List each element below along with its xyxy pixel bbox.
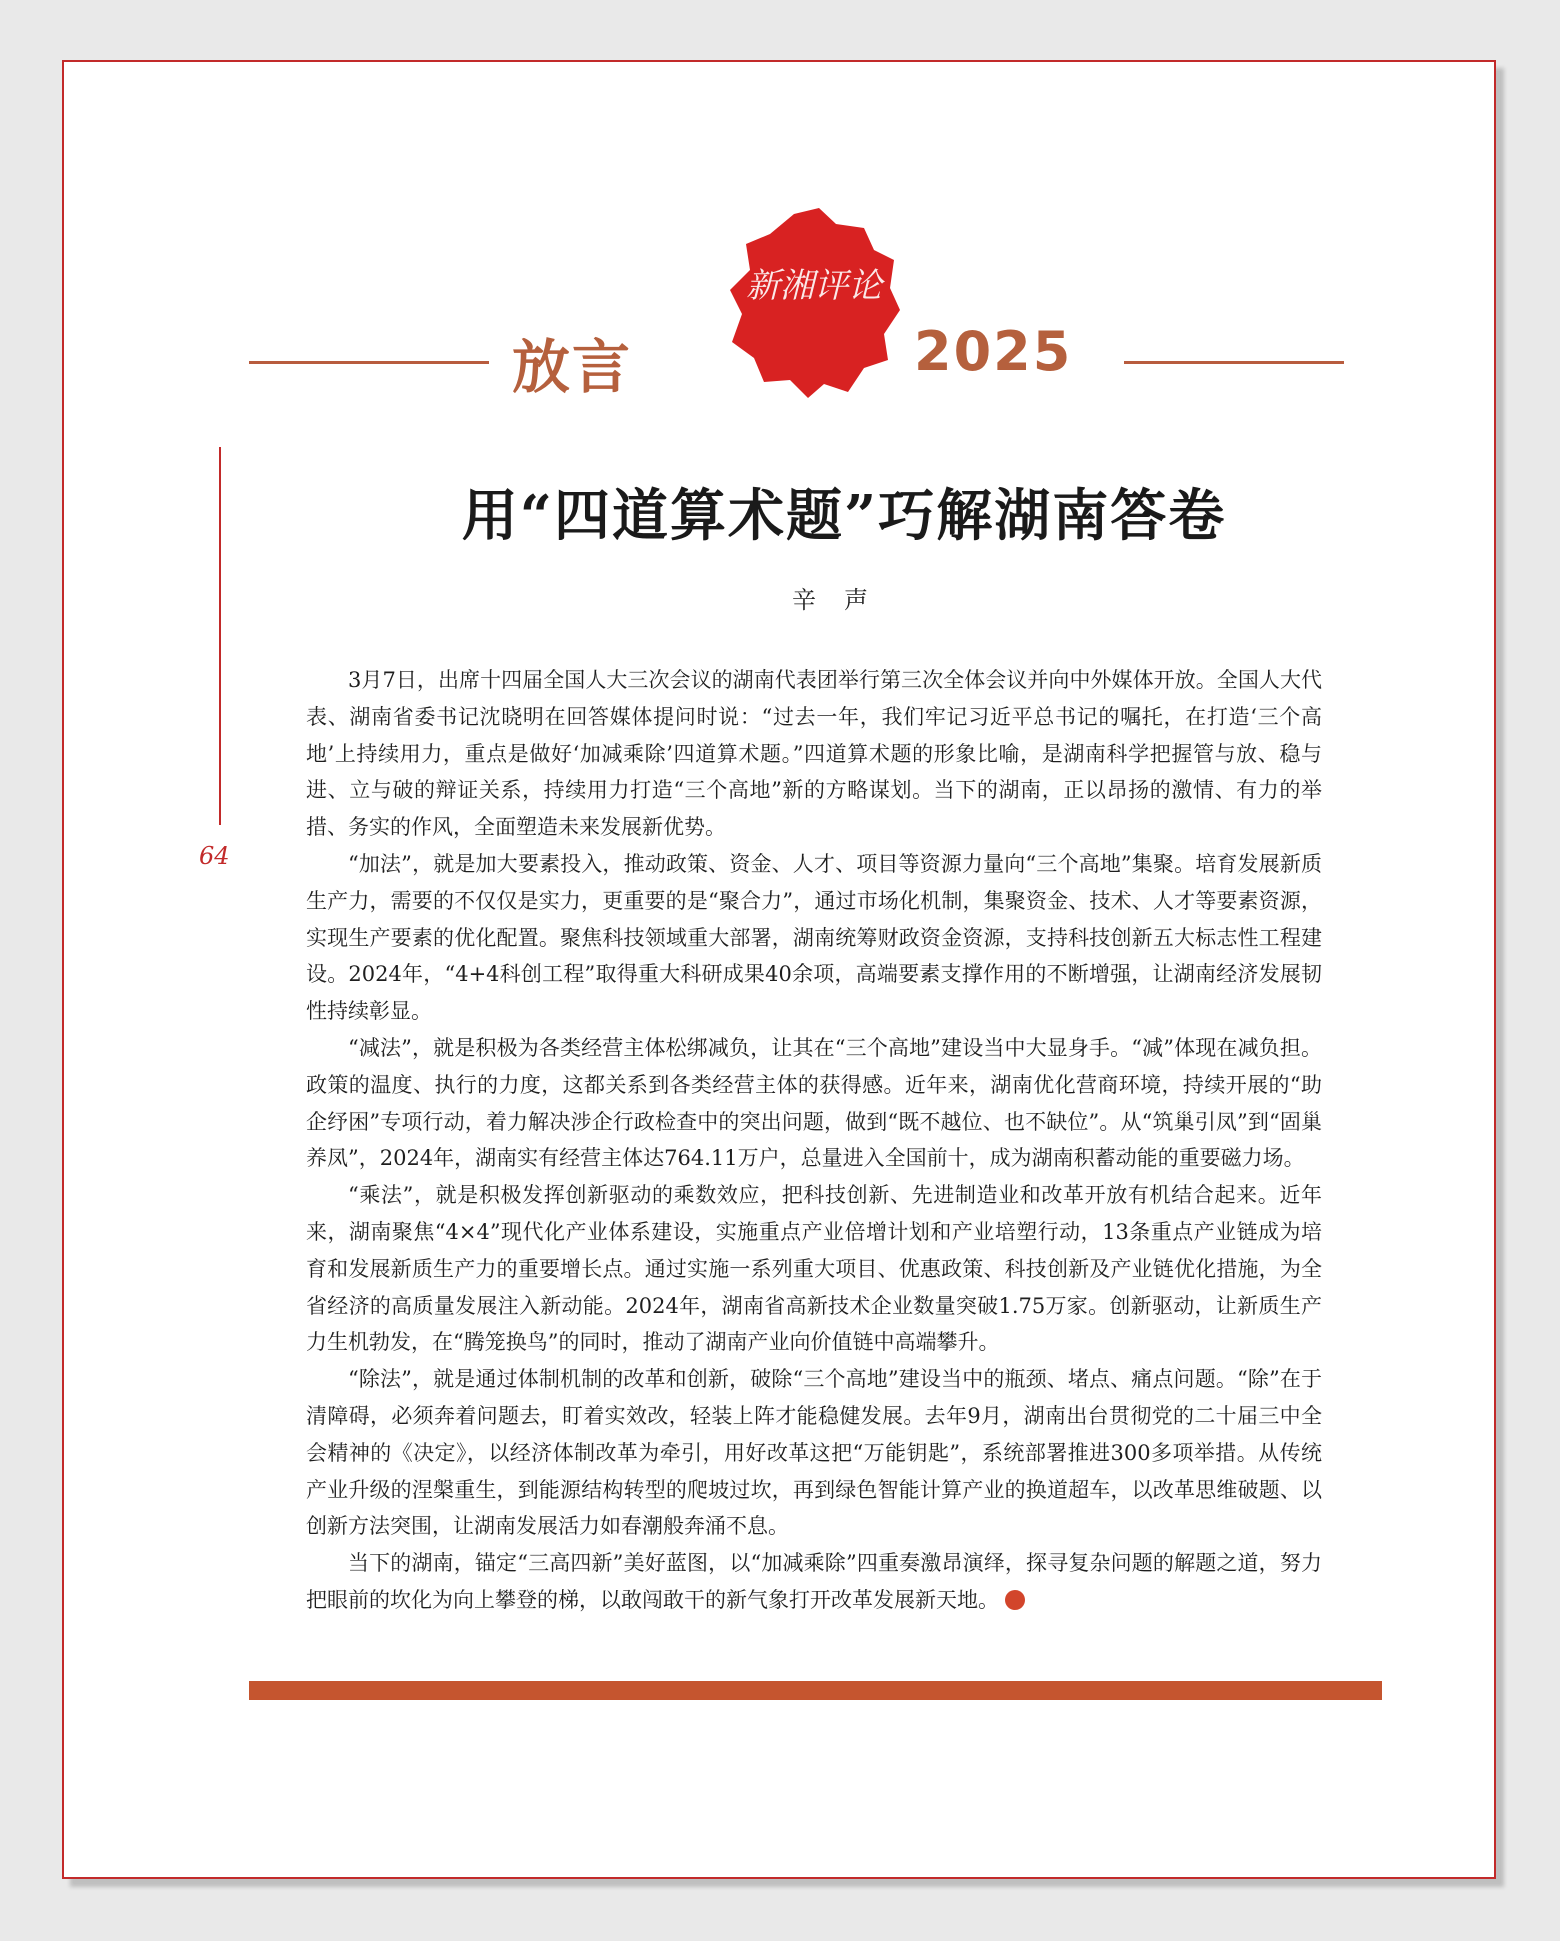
header-rule-right (1124, 361, 1344, 364)
article-title: 用“四道算术题”巧解湖南答卷 (461, 483, 1227, 549)
paragraph-last (306, 1545, 1322, 1619)
paragraph: “减法”，就是积极为各类经营主体松绑减负，让其在“三个高地”建设当中大显身手。“减”体现在减负担。政策的温度、执行的力度，这都关系到各类经营主体的获得感。近年来，湖南优化营商环境，持续开展的“助企纾困”专项行动，着力解决涉企行政检查中的突出问题，做到“既不越位、也不缺位”。从“筑巢引凤”到“固巢养凤”，2024年，湖南实有经营主体达764.11万户，总量进入全国前十，成为湖南积蓄动能的重要磁力场。 (306, 1035, 1322, 1171)
article-body (306, 662, 1322, 1619)
xinxiang-pinglun-logo (724, 202, 904, 402)
article-author: 辛声 (792, 586, 896, 614)
page-number: 64 (199, 842, 230, 870)
column-title: 放言 (512, 333, 633, 401)
end-mark-icon (1005, 1590, 1025, 1610)
column-year: 2025 (914, 320, 1073, 383)
footer-bar (249, 1681, 1382, 1700)
paragraph: “除法”，就是通过体制机制的改革和创新，破除“三个高地”建设当中的瓶颈、堵点、痛点问题。“除”在于清障碍，必须奔着问题去，盯着实效改，轻装上阵才能稳健发展。去年9月，湖南出台贯彻党的二十届三中全会精神的《决定》，以经济体制改革为牵引，用好改革这把“万能钥匙”，系统部署推进300多项举措。从传统产业升级的涅槃重生，到能源结构转型的爬坡过坎，再到绿色智能计算产业的换道超车，以改革思维破题、以创新方法突围，让湖南发展活力如春潮般奔涌不息。 (306, 1367, 1322, 1539)
logo-text: 新湘评论 (746, 266, 882, 306)
magazine-page (62, 60, 1496, 1879)
header-rule-left (249, 361, 489, 364)
side-decorative-line (219, 447, 221, 825)
paragraph-text: 当下的湖南，锚定“三高四新”美好蓝图，以“加减乘除”四重奏激昂演绎，探寻复杂问题的解题之道，努力把眼前的坎化为向上攀登的梯，以敢闯敢干的新气象打开改革发展新天地。 (306, 1551, 1322, 1612)
paragraph: “乘法”，就是积极发挥创新驱动的乘数效应，把科技创新、先进制造业和改革开放有机结合起来。近年来，湖南聚焦“4×4”现代化产业体系建设，实施重点产业倍增计划和产业培塑行动，13条重点产业链成为培育和发展新质生产力的重要增长点。通过实施一系列重大项目、优惠政策、科技创新及产业链优化措施，为全省经济的高质量发展注入新动能。2024年，湖南省高新技术企业数量突破1.75万家。创新驱动，让新质生产力生机勃发，在“腾笼换鸟”的同时，推动了湖南产业向价值链中高端攀升。 (306, 1183, 1322, 1355)
paragraph: “加法”，就是加大要素投入，推动政策、资金、人才、项目等资源力量向“三个高地”集聚。培育发展新质生产力，需要的不仅仅是实力，更重要的是“聚合力”，通过市场化机制，集聚资金、技术、人才等要素资源，实现生产要素的优化配置。聚焦科技领域重大部署，湖南统筹财政资金资源，支持科技创新五大标志性工程建设。2024年，“4+4科创工程”取得重大科研成果40余项，高端要素支撑作用的不断增强，让湖南经济发展韧性持续彰显。 (306, 851, 1322, 1024)
paragraph: 3月7日，出席十四届全国人大三次会议的湖南代表团举行第三次全体会议并向中外媒体开放。全国人大代表、湖南省委书记沈晓明在回答媒体提问时说：“过去一年，我们牢记习近平总书记的嘱托，在打造‘三个高地’上持续用力，重点是做好‘加减乘除’四道算术题。”四道算术题的形象比喻，是湖南科学把握管与放、稳与进、立与破的辩证关系，持续用力打造“三个高地”新的方略谋划。当下的湖南，正以昂扬的激情、有力的举措、务实的作风，全面塑造未来发展新优势。 (306, 668, 1322, 840)
hunan-map-logo-icon (724, 202, 904, 402)
